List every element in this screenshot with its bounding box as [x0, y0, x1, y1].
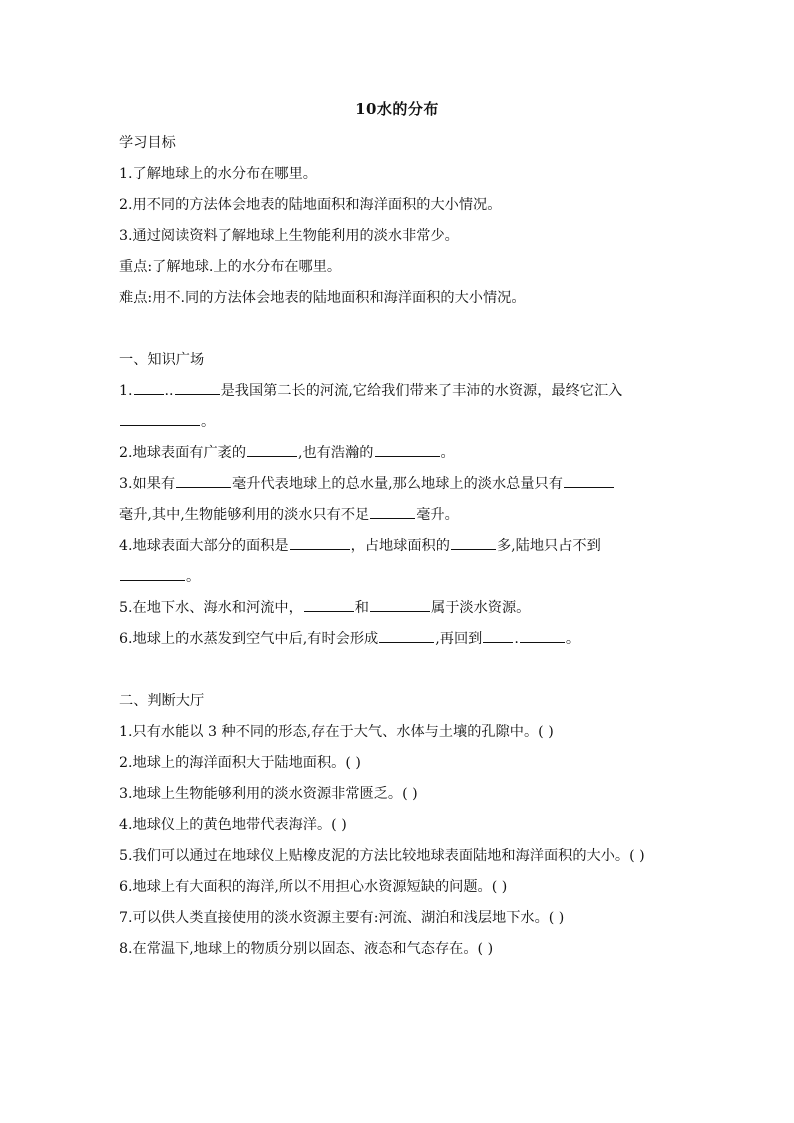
section-spacer: [119, 314, 679, 345]
judgement-item: 7.可以供人类直接使用的淡水资源主要有:河流、湖泊和浅层地下水。( ): [119, 910, 565, 926]
q4-text-a: 4.地球表面大部分的面积是: [119, 538, 289, 554]
answer-blank[interactable]: [379, 628, 434, 643]
judgement-item: 8.在常温下,地球上的物质分别以固态、液态和气态存在。( ): [119, 941, 494, 957]
fill-question-2: [119, 438, 679, 469]
answer-blank[interactable]: [247, 442, 297, 457]
difficulty-point: 难点:用不.同的方法体会地表的陆地面积和海洋面积的大小情况。: [119, 290, 526, 306]
q2-end: 。: [440, 445, 455, 461]
answer-blank[interactable]: [120, 566, 185, 581]
judgement-item: 6.地球上有大面积的海洋,所以不用担心水资源短缺的问题。( ): [119, 879, 508, 895]
section-spacer: [119, 655, 679, 686]
q1-dots: ..: [164, 383, 174, 399]
q5-text-a: 5.在地下水、海水和河流中，: [119, 600, 303, 616]
section1-heading: 一、知识广场: [119, 352, 205, 368]
q2-text-a: 2.地球表面有广袤的: [119, 445, 247, 461]
judgement-item: 1.只有水能以 3 种不同的形态,存在于大气、水体与土壤的孔隙中。( ): [119, 724, 554, 740]
fill-question-1-cont: [119, 407, 679, 438]
judgement-item: 5.我们可以通过在地球仪上贴橡皮泥的方法比较地球表面陆地和海洋面积的大小。( ): [119, 848, 645, 864]
fill-question-3: [119, 469, 679, 500]
objective-item: 3.通过阅读资料了解地球上生物能利用的淡水非常少。: [119, 228, 459, 244]
page-title: 10水的分布: [355, 100, 439, 118]
answer-blank[interactable]: [176, 473, 231, 488]
objectives-heading: 学习目标: [119, 135, 176, 151]
q3-text-c: 毫升,其中,生物能够利用的淡水只有不足: [119, 507, 370, 523]
objective-item: 2.用不同的方法体会地表的陆地面积和海洋面积的大小情况。: [119, 197, 502, 213]
q5-end: 属于淡水资源。: [431, 600, 531, 616]
q6-end: 。: [565, 631, 581, 647]
judgement-item: 2.地球上的海洋面积大于陆地面积。( ): [119, 755, 361, 771]
fill-question-4-cont: [119, 562, 679, 593]
key-point: 重点:了解地球.上的水分布在哪里。: [119, 259, 342, 275]
q6-text-b: ,再回到: [435, 631, 483, 647]
q6-dot: .: [514, 631, 519, 647]
answer-blank[interactable]: [120, 411, 200, 426]
answer-blank[interactable]: [564, 473, 614, 488]
answer-blank[interactable]: [304, 597, 354, 612]
q6-text-a: 6.地球上的水蒸发到空气中后,有时会形成: [119, 631, 379, 647]
q4-text-c: 多,陆地只占不到: [496, 538, 601, 554]
q3-text-a: 3.如果有: [119, 476, 176, 492]
answer-blank[interactable]: [175, 380, 220, 395]
judgement-item: 3.地球上生物能够利用的淡水资源非常匮乏。( ): [119, 786, 418, 802]
answer-blank[interactable]: [134, 380, 164, 395]
objective-item: 1.了解地球上的水分布在哪里。: [119, 166, 317, 182]
answer-blank[interactable]: [370, 597, 430, 612]
q1-prefix: 1.: [119, 383, 133, 399]
fill-question-6: [119, 624, 679, 655]
fill-question-1: [119, 376, 679, 407]
q4-text-b: ，占地球面积的: [350, 538, 450, 554]
q3-end: 毫升。: [416, 507, 459, 523]
q1-text: 是我国第二长的河流,它给我们带来了丰沛的水资源，最终它汇入: [220, 383, 623, 399]
answer-blank[interactable]: [290, 535, 350, 550]
q2-text-b: ,也有浩瀚的: [298, 445, 374, 461]
answer-blank[interactable]: [520, 628, 565, 643]
section2-heading: 二、判断大厅: [119, 693, 205, 709]
answer-blank[interactable]: [370, 504, 415, 519]
worksheet-content: [119, 128, 679, 965]
fill-question-3-cont: [119, 500, 679, 531]
answer-blank[interactable]: [375, 442, 440, 457]
answer-blank[interactable]: [451, 535, 496, 550]
q5-text-b: 和: [354, 600, 369, 616]
q4-end: 。: [186, 569, 201, 585]
q1-end: 。: [201, 414, 216, 430]
fill-question-4: [119, 531, 679, 562]
q3-text-b: 毫升代表地球上的总水量,那么地球上的淡水总量只有: [232, 476, 563, 492]
fill-question-5: [119, 593, 679, 624]
answer-blank[interactable]: [483, 628, 513, 643]
judgement-item: 4.地球仪上的黄色地带代表海洋。( ): [119, 817, 347, 833]
